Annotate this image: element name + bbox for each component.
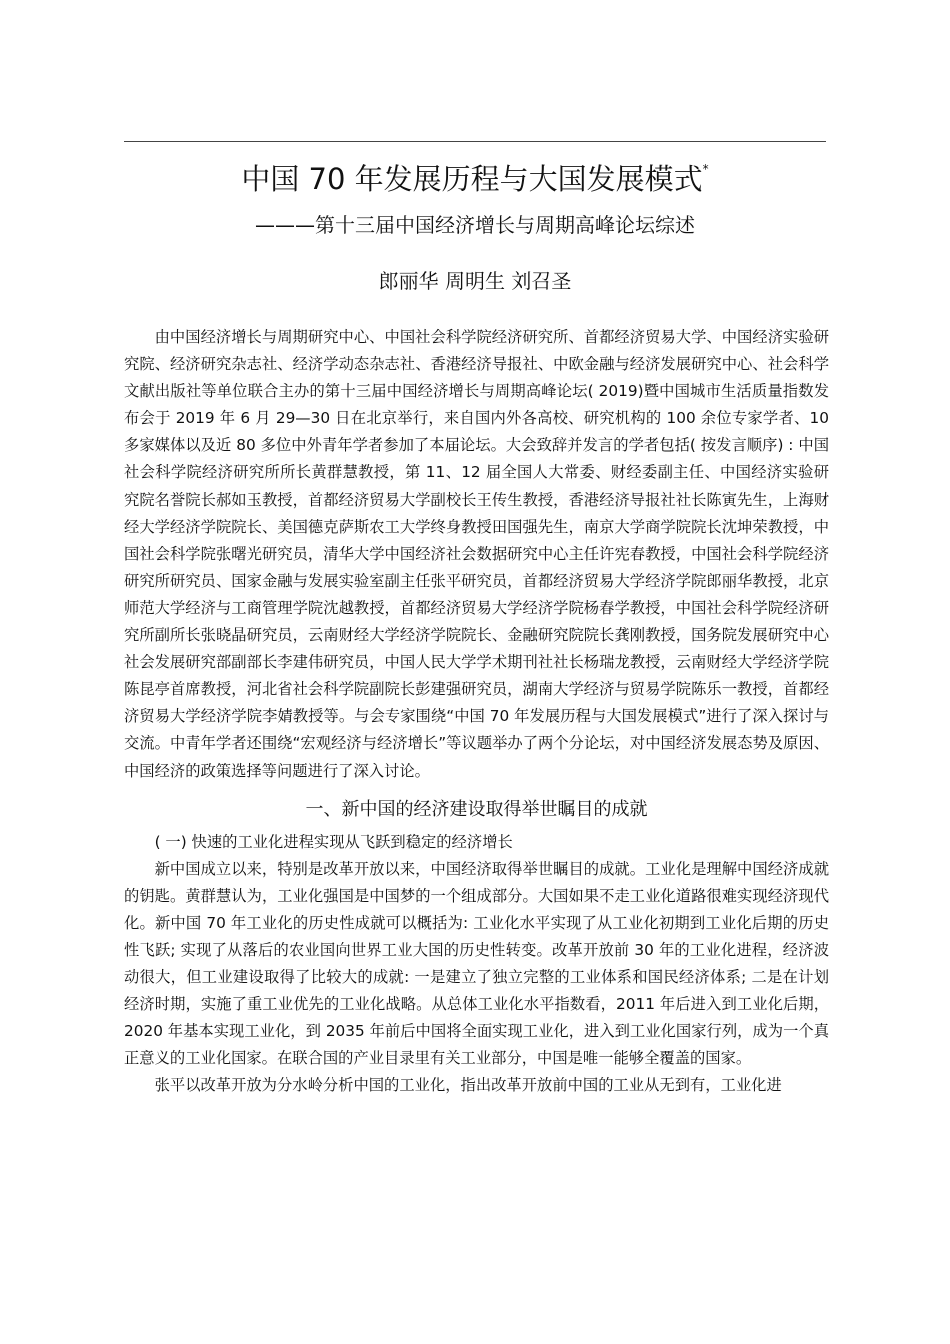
body-paragraph: 张平以改革开放为分水岭分析中国的工业化，指出改革开放前中国的工业从无到有，工业化进 [154, 1076, 782, 1095]
article-title [0, 146, 950, 202]
title-footnote-mark: * [702, 162, 709, 176]
header-rule [124, 141, 826, 142]
subsection-heading: ( 一) 快速的工业化进程实现从飞跃到稳定的经济增长 [154, 832, 513, 851]
article-title-text: 中国 70 年发展历程与大国发展模式 [241, 162, 703, 196]
article-subtitle: ———第十三届中国经济增长与周期高峰论坛综述 [255, 213, 695, 237]
body-paragraph: 新中国成立以来，特别是改革开放以来，中国经济取得举世瞩目的成就。工业化是理解中国经济成就的钥匙。黄群慧认为，工业化强国是中国梦的一个组成部分。大国如果不走工业化道路很难实现经济现代化。新中国 70 年工业化的历史性成就可以概括为: 工业化水平实现了从工业化初期到工业化后期的历史性飞跃; 实现了从落后的农业国向世界工业大国的历史性转变。改革开放前 30 年的工业化进程，经济波动很大，但工业建设取得了比较大的成就: 一是建立了独立完整的工业体系和国民经济体系; 二是在计划经济时期，实施了重工业优先的工业化战略。从总体工业化水平指数看，2011 年后进入到工业化后期，2020 年基本实现工业化，到 2035 年前后中国将全面实现工业化，进入到工业化国家行列，成为一个真正意义的工业化国家。在联合国的产业目录里有关工业部分，中国是唯一能够全覆盖的国家。 [124, 859, 829, 1068]
article-authors: 郎丽华 周明生 刘召圣 [378, 269, 572, 293]
intro-paragraph: 由中国经济增长与周期研究中心、中国社会科学院经济研究所、首都经济贸易大学、中国经济实验研究院、经济研究杂志社、经济学动态杂志社、香港经济导报社、中欧金融与经济发展研究中心、社会科学文献出版社等单位联合主办的第十三届中国经济增长与周期高峰论坛( 2019)暨中国城市生活质量指数发布会于 2019 年 6 月 29—30 日在北京举行，来自国内外各高校、研究机构的 100 余位专家学者、10 多家媒体以及近 80 多位中外青年学者参加了本届论坛。大会致辞并发言的学者包括( 按发言顺序) : 中国社会科学院经济研究所所长黄群慧教授，第 11、12 届全国人大常委、财经委副主任、中国经济实验研究院名誉院长郝如玉教授，首都经济贸易大学副校长王传生教授，香港经济导报社社长陈寅先生，上海财经大学经济学院院长、美国德克萨斯农工大学终身教授田国强先生，南京大学商学院院长沈坤荣教授，中国社会科学院张曙光研究员，清华大学中国经济社会数据研究中心主任许宪春教授，中国社会科学院经济研究所研究员、国家金融与发展实验室副主任张平研究员，首都经济贸易大学经济学院郎丽华教授，北京师范大学经济与工商管理学院沈越教授，首都经济贸易大学经济学院杨春学教授，中国社会科学院经济研究所副所长张晓晶研究员，云南财经大学经济学院院长、金融研究院院长龚刚教授，国务院发展研究中心社会发展研究部副部长李建伟研究员，中国人民大学学术期刊社社长杨瑞龙教授，云南财经大学经济学院陈昆亭首席教授，河北省社会科学院副院长彭建强研究员，湖南大学经济与贸易学院陈乐一教授，首都经济贸易大学经济学院李婧教授等。与会专家围绕“中国 70 年发展历程与大国发展模式”进行了深入探讨与交流。中青年学者还围绕“宏观经济与经济增长”等议题举办了两个分论坛，对中国经济发展态势及原因、中国经济的政策选择等问题进行了深入讨论。 [124, 328, 829, 780]
section-heading: 一、新中国的经济建设取得举世瞩目的成就 [305, 798, 648, 820]
article-body [124, 324, 829, 1099]
